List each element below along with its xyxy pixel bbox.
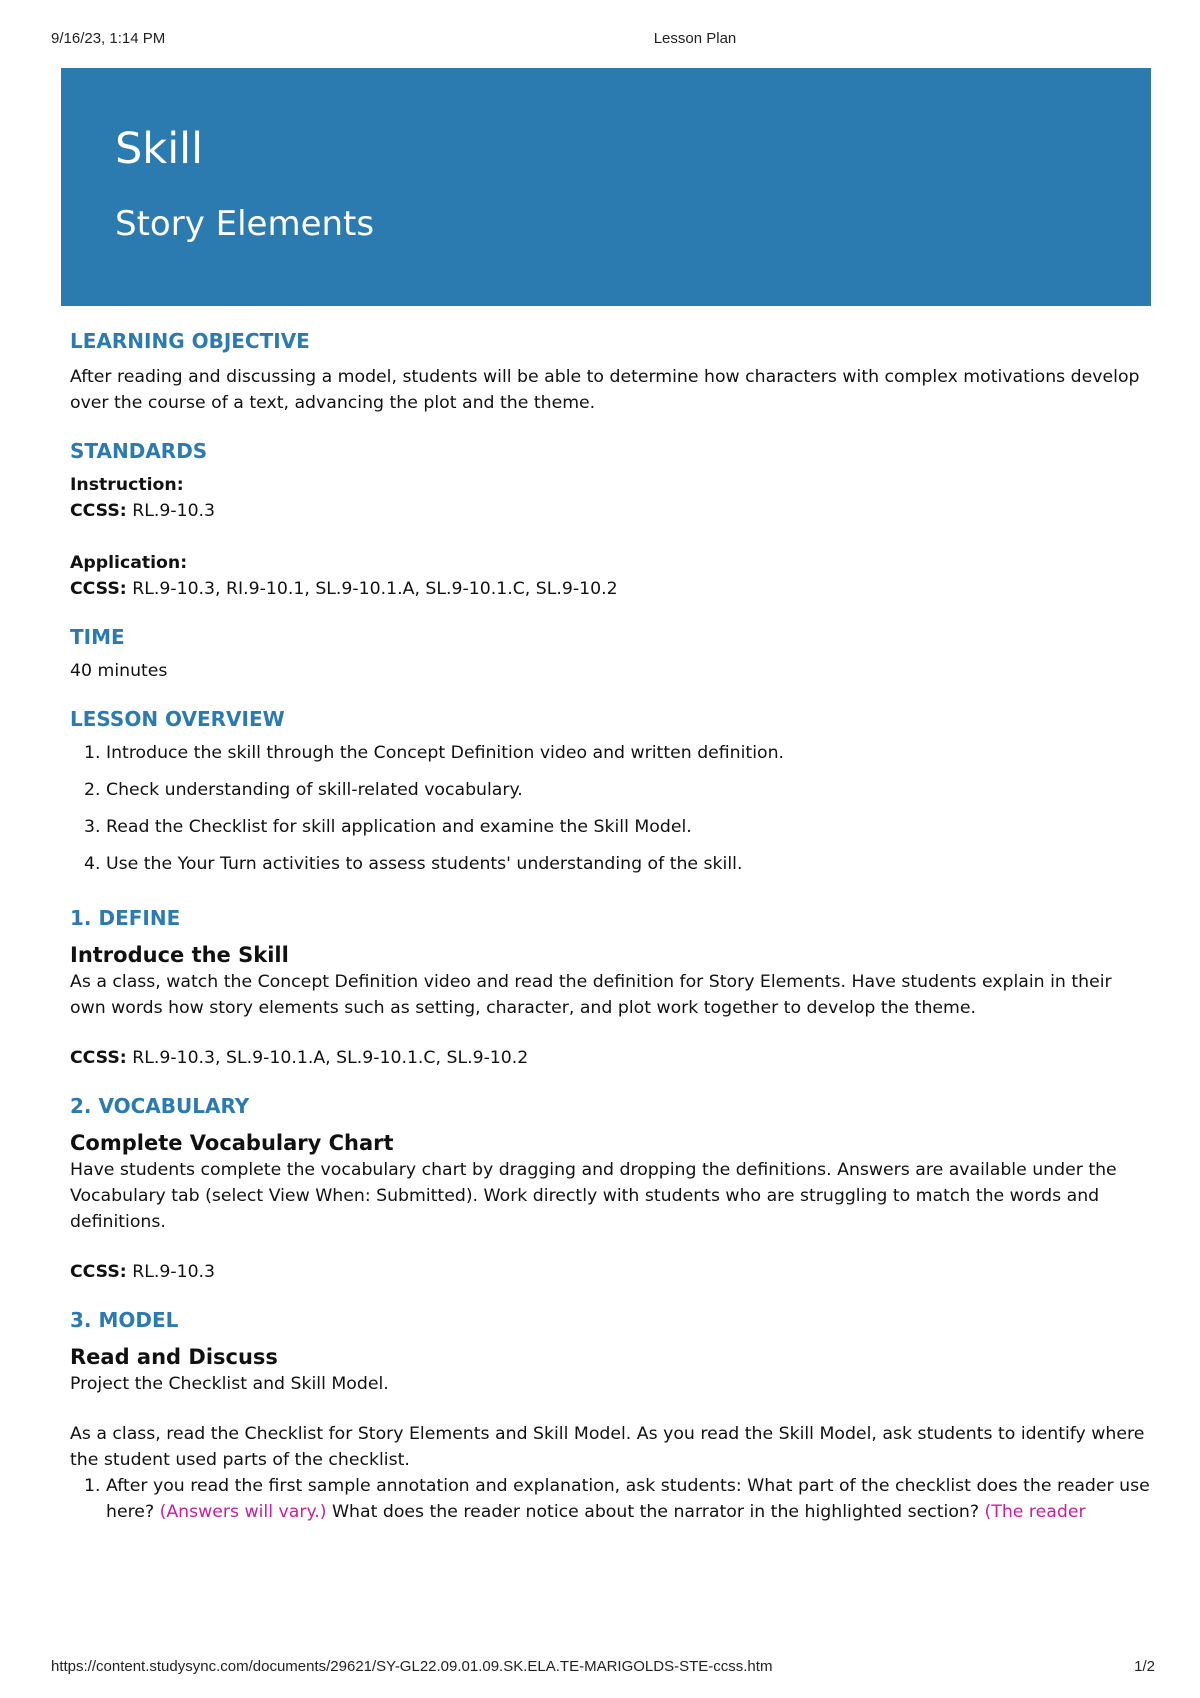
list-item: 3. Read the Checklist for skill application and examine the Skill Model. [106, 814, 1150, 840]
ccss-label: CCSS: [70, 1048, 127, 1068]
instruction-label: Instruction: [70, 475, 184, 495]
define-standards [70, 1045, 1150, 1071]
item-text: After you read the first sample annotation and explanation, ask students: What part of the checklist does the reader use here? [106, 1476, 1150, 1522]
time-heading: TIME [70, 625, 125, 649]
lesson-overview-heading: LESSON OVERVIEW [70, 707, 285, 731]
answer-note: (Answers will vary.) [159, 1502, 327, 1522]
ccss-label: CCSS: [70, 501, 127, 521]
instruction-ccss: RL.9-10.3 [126, 501, 216, 521]
banner-title: Skill [115, 124, 204, 174]
print-title: Lesson Plan [653, 30, 737, 47]
banner-subtitle: Story Elements [115, 204, 375, 244]
page-number: 1/2 [1134, 1658, 1155, 1675]
page-url: https://content.studysync.com/documents/29621/SY-GL22.09.01.09.SK.ELA.TE-MARIGOLDS-STE-ccss.htm [51, 1658, 773, 1675]
model-text-2: As a class, read the Checklist for Story Elements and Skill Model. As you read the Skill Model, ask students to identify where the student used parts of the checklist. [70, 1424, 1145, 1470]
time-text: 40 minutes [70, 661, 168, 681]
vocabulary-standards [70, 1259, 1150, 1285]
model-subheading: Read and Discuss [70, 1345, 278, 1369]
list-item: 1. Introduce the skill through the Concept Definition video and written definition. [106, 740, 1150, 766]
vocabulary-text: Have students complete the vocabulary chart by dragging and dropping the definitions. Answers are available under the Vocabulary tab (select View When: Submitted). Work directly with students who are struggling to match the words and definitions. [70, 1160, 1117, 1232]
print-header [0, 30, 1200, 50]
define-heading: 1. DEFINE [70, 906, 181, 930]
model-list [70, 1473, 1150, 1525]
lesson-content [70, 326, 1150, 1525]
print-date: 9/16/23, 1:14 PM [51, 30, 166, 47]
vocabulary-heading: 2. VOCABULARY [70, 1094, 250, 1118]
answer-note: (The reader [984, 1502, 1086, 1522]
application-label: Application: [70, 553, 188, 573]
define-text: As a class, watch the Concept Definition video and read the definition for Story Elements. Have students explain in their own words how story elements such as setting, character, and plot work together to develop the theme. [70, 972, 1112, 1018]
model-heading: 3. MODEL [70, 1308, 179, 1332]
learning-objective-text: After reading and discussing a model, students will be able to determine how characters with complex motivations develop over the course of a text, advancing the plot and the theme. [70, 367, 1140, 413]
instruction-standards [70, 498, 1150, 524]
standards-heading: STANDARDS [70, 439, 208, 463]
skill-banner [61, 68, 1151, 306]
application-ccss: RL.9-10.3, RI.9-10.1, SL.9-10.1.A, SL.9-10.1.C, SL.9-10.2 [126, 579, 618, 599]
ccss-label: CCSS: [70, 579, 127, 599]
print-footer [0, 1658, 1200, 1678]
item-text: What does the reader notice about the narrator in the highlighted section? [326, 1502, 985, 1522]
ccss-label: CCSS: [70, 1262, 127, 1282]
define-ccss: RL.9-10.3, SL.9-10.1.A, SL.9-10.1.C, SL.9-10.2 [126, 1048, 529, 1068]
list-item: 4. Use the Your Turn activities to assess students' understanding of the skill. [106, 851, 1150, 877]
model-text-1: Project the Checklist and Skill Model. [70, 1374, 389, 1394]
vocabulary-subheading: Complete Vocabulary Chart [70, 1131, 394, 1155]
application-standards [70, 576, 1150, 602]
lesson-overview-list [70, 740, 1150, 877]
list-item: 2. Check understanding of skill-related vocabulary. [106, 777, 1150, 803]
vocabulary-ccss: RL.9-10.3 [126, 1262, 216, 1282]
list-item [106, 1473, 1150, 1525]
define-subheading: Introduce the Skill [70, 943, 289, 967]
learning-objective-heading: LEARNING OBJECTIVE [70, 329, 310, 353]
